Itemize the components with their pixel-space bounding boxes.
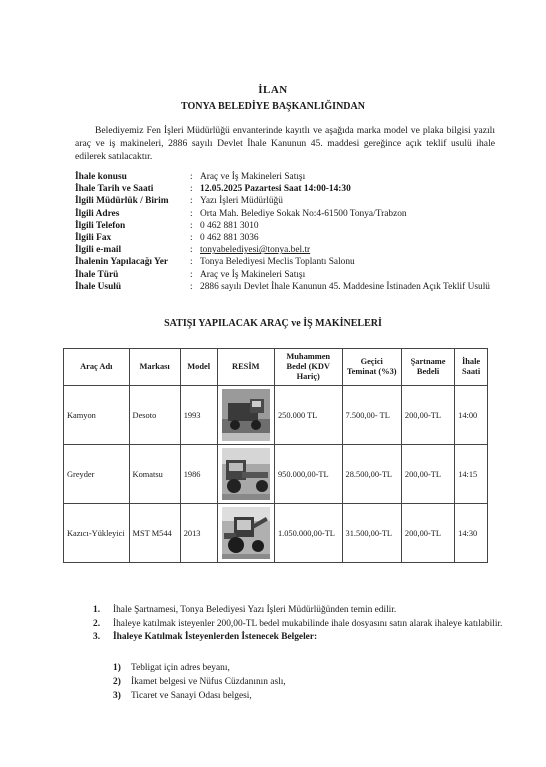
list-text: İkamet belgesi ve Nüfus Cüzdanının aslı, xyxy=(131,677,286,687)
table-cell: 7.500,00- TL xyxy=(342,386,401,445)
column-header: Markası xyxy=(129,349,180,386)
table-cell-photo xyxy=(217,386,274,445)
info-row: İlgili e-mail : tonyabelediyesi@tonya.bel.tr xyxy=(75,244,515,256)
info-label: İhale konusu xyxy=(75,172,127,182)
table-cell: 31.500,00-TL xyxy=(342,504,401,563)
truck-photo xyxy=(222,389,270,441)
list-item xyxy=(93,618,513,631)
table-cell: 14:15 xyxy=(455,445,488,504)
table-cell: Kamyon xyxy=(64,386,130,445)
list-item xyxy=(93,604,513,617)
list-text: Ticaret ve Sanayi Odası belgesi, xyxy=(131,691,252,701)
table-cell: 950.000,00-TL xyxy=(274,445,342,504)
table-cell: 1993 xyxy=(180,386,217,445)
email-link[interactable]: tonyabelediyesi@tonya.bel.tr xyxy=(200,245,311,256)
table-cell: MST M544 xyxy=(129,504,180,563)
info-label: İhalenin Yapılacağı Yer xyxy=(75,257,169,268)
column-header: Muhammen Bedel (KDV Hariç) xyxy=(274,349,342,386)
table-cell-photo xyxy=(217,445,274,504)
list-number: 1. xyxy=(93,605,101,615)
column-header: İhale Saati xyxy=(455,349,488,386)
info-value: Araç ve İş Makineleri Satışı xyxy=(200,269,306,280)
info-label: İlgili Fax xyxy=(75,233,112,244)
info-value: Yazı İşleri Müdürlüğü xyxy=(200,196,283,207)
table-cell: 28.500,00-TL xyxy=(342,445,401,504)
table-cell: 14:30 xyxy=(455,504,488,563)
announcement-title: İLAN xyxy=(258,84,288,96)
list-item xyxy=(113,675,513,689)
list-number: 2. xyxy=(93,618,101,629)
table-cell: Desoto xyxy=(129,386,180,445)
table-cell: 200,00-TL xyxy=(401,386,454,445)
info-row: İlgili Müdürlük / Birim : Yazı İşleri Müdürlüğü xyxy=(75,195,515,207)
intro-paragraph: Belediyemiz Fen İşleri Müdürlüğü envanterinde kayıtlı ve aşağıda marka model ve plaka bilgisi yazılı araç ve iş makineleri, 2886 sayılı Devlet İhale Kanunun 45. maddesi gereğince açık teklif usulü ihale edilerek satılacaktır. xyxy=(75,125,495,162)
info-label: İlgili Telefon xyxy=(75,220,126,231)
documents-list xyxy=(113,661,513,703)
info-label: İhale Türü xyxy=(75,269,119,280)
table-cell: Komatsu xyxy=(129,445,180,504)
list-number: 3) xyxy=(113,691,121,701)
info-value: Tonya Belediyesi Meclis Toplantı Salonu xyxy=(200,257,355,268)
table-row xyxy=(64,504,488,563)
info-row: İlgili Telefon : 0 462 881 3010 xyxy=(75,220,515,232)
table-cell: 200,00-TL xyxy=(401,445,454,504)
table-cell: 200,00-TL xyxy=(401,504,454,563)
list-item xyxy=(113,689,513,703)
info-label: İlgili Adres xyxy=(75,208,120,219)
list-number: 1) xyxy=(113,663,121,673)
info-label: İhale Usulü xyxy=(75,281,122,292)
list-text: İhale Şartnamesi, Tonya Belediyesi Yazı İşleri Müdürlüğünden temin edilir. xyxy=(113,605,397,615)
info-row: İhale Usulü : 2886 sayılı Devlet İhale Kanunun 45. Maddesine İstinaden Açık Teklif Usulü xyxy=(75,281,515,293)
info-row: İhale Türü : Araç ve İş Makineleri Satışı xyxy=(75,269,515,281)
column-header: Geçici Teminat (%3) xyxy=(342,349,401,386)
info-value: Orta Mah. Belediye Sokak No:4-61500 Tonya/Trabzon xyxy=(200,208,407,219)
vehicles-table xyxy=(63,348,488,563)
tender-info-list xyxy=(75,171,515,293)
column-header: RESİM xyxy=(217,349,274,386)
table-cell: 1986 xyxy=(180,445,217,504)
table-cell: 1.050.000,00-TL xyxy=(274,504,342,563)
info-label: İlgili Müdürlük / Birim xyxy=(75,196,169,207)
list-number: 2) xyxy=(113,677,121,687)
table-cell: 250.000 TL xyxy=(274,386,342,445)
list-text: Tebligat için adres beyanı, xyxy=(131,663,230,673)
info-value: 0 462 881 3036 xyxy=(200,233,259,244)
backhoe-loader-photo xyxy=(222,507,270,559)
list-item xyxy=(93,631,513,644)
column-header: Model xyxy=(180,349,217,386)
section-title: SATIŞI YAPILACAK ARAÇ ve İŞ MAKİNELERİ xyxy=(164,318,382,329)
info-row: İhalenin Yapılacağı Yer : Tonya Belediyesi Meclis Toplantı Salonu xyxy=(75,256,515,268)
issuer-title: TONYA BELEDİYE BAŞKANLIĞINDAN xyxy=(181,101,365,112)
info-value: 2886 sayılı Devlet İhale Kanunun 45. Maddesine İstinaden Açık Teklif Usulü xyxy=(200,281,490,292)
info-value: Araç ve İş Makineleri Satışı xyxy=(200,172,306,182)
info-label: İlgili e-mail xyxy=(75,245,122,256)
info-row: İlgili Adres : Orta Mah. Belediye Sokak No:4-61500 Tonya/Trabzon xyxy=(75,208,515,220)
table-cell: 14:00 xyxy=(455,386,488,445)
info-row: İhale Tarih ve Saati : 12.05.2025 Pazartesi Saat 14:00-14:30 xyxy=(75,183,515,195)
list-text: İhaleye katılmak isteyenler 200,00-TL bedel mukabilinde ihale dosyasını satın alarak ihaleye katılabilir. xyxy=(113,618,503,629)
table-header-row xyxy=(64,349,488,386)
table-row xyxy=(64,386,488,445)
list-item xyxy=(113,661,513,675)
grader-photo xyxy=(222,448,270,500)
list-number: 3. xyxy=(93,632,101,642)
table-cell-photo xyxy=(217,504,274,563)
info-value: 12.05.2025 Pazartesi Saat 14:00-14:30 xyxy=(200,184,351,195)
info-row: İhale konusu : Araç ve İş Makineleri Satışı xyxy=(75,171,515,183)
table-row xyxy=(64,445,488,504)
column-header: Şartname Bedeli xyxy=(401,349,454,386)
list-text: İhaleye Katılmak İsteyenlerden İstenecek Belgeler: xyxy=(113,632,318,642)
info-value: 0 462 881 3010 xyxy=(200,220,259,231)
info-row: İlgili Fax : 0 462 881 3036 xyxy=(75,232,515,244)
table-cell: Greyder xyxy=(64,445,130,504)
table-cell: 2013 xyxy=(180,504,217,563)
info-label: İhale Tarih ve Saati xyxy=(75,184,154,195)
table-cell: Kazıcı-Yükleyici xyxy=(64,504,130,563)
column-header: Araç Adı xyxy=(64,349,130,386)
notes-list xyxy=(93,604,513,645)
